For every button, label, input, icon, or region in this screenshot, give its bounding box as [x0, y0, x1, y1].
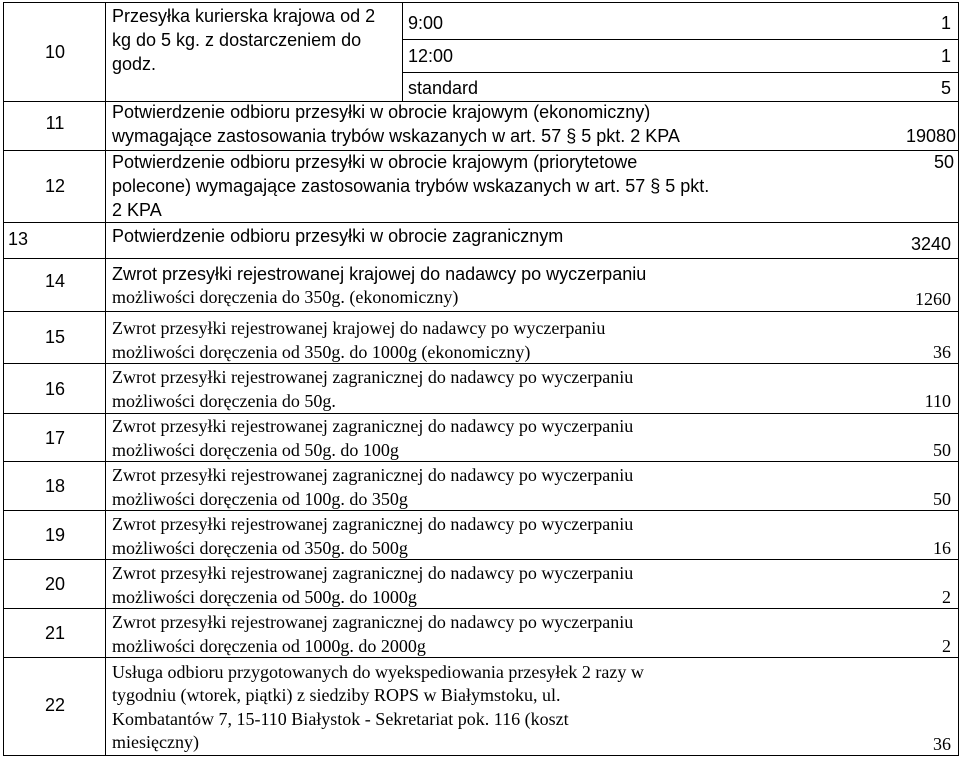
row-value: 36 [933, 342, 951, 362]
row-description: możliwości doręczenia do 350g. (ekonomiczny) [112, 287, 459, 307]
row-number: 17 [44, 428, 66, 448]
row-description: Kombatantów 7, 15-110 Białystok - Sekretariat pok. 116 (koszt [112, 709, 569, 729]
row-number: 20 [44, 574, 66, 594]
row-description: Zwrot przesyłki rejestrowanej krajowej do nadawcy po wyczerpaniu [112, 264, 647, 284]
row-value: 1 [940, 13, 951, 33]
row-number: 19 [44, 525, 66, 545]
row-description: możliwości doręczenia od 350g. do 1000g (ekonomiczny) [112, 342, 531, 362]
row-description: kg do 5 kg. z dostarczeniem do [112, 30, 362, 50]
row-description: polecone) wymagające zastosowania trybów wskazanych w art. 57 § 5 pkt. [112, 176, 710, 196]
row-number: 22 [44, 695, 66, 715]
row-value: 5 [940, 78, 951, 98]
delivery-option: 9:00 [408, 13, 444, 33]
row-value: 110 [924, 391, 951, 411]
delivery-option: standard [408, 78, 479, 98]
row-value: 3240 [910, 234, 951, 254]
row-divider [402, 39, 959, 40]
row-number: 18 [44, 476, 66, 496]
row-description: możliwości doręczenia od 500g. do 1000g [112, 587, 417, 607]
row-description: 2 KPA [112, 200, 162, 220]
row-description: tygodniu (wtorek, piątki) z siedziby ROPS w Białymstoku, ul. [112, 685, 561, 705]
row-description: miesięczny) [112, 732, 199, 752]
row-divider [402, 72, 959, 73]
row-description: Zwrot przesyłki rejestrowanej krajowej do nadawcy po wyczerpaniu [112, 318, 606, 338]
row-value: 2 [942, 636, 951, 656]
row-description: możliwości doręczenia od 50g. do 100g [112, 440, 399, 460]
row-divider [3, 258, 959, 259]
row-number: 12 [44, 176, 66, 196]
row-number: 16 [44, 379, 66, 399]
row-divider [3, 2, 959, 3]
row-description: możliwości doręczenia od 350g. do 500g [112, 538, 408, 558]
row-number: 13 [8, 229, 29, 249]
row-divider [3, 755, 959, 756]
row-divider [3, 222, 959, 223]
row-number: 21 [44, 623, 66, 643]
row-description: Zwrot przesyłki rejestrowanej zagranicznej do nadawcy po wyczerpaniu [112, 465, 634, 485]
row-description: Potwierdzenie odbioru przesyłki w obrocie zagranicznym [112, 226, 564, 246]
row-description: Przesyłka kurierska krajowa od 2 [112, 6, 376, 26]
row-description: Potwierdzenie odbioru przesyłki w obrocie krajowym (ekonomiczny) [112, 102, 651, 122]
row-value: 1 [940, 46, 951, 66]
row-description: Zwrot przesyłki rejestrowanej zagranicznej do nadawcy po wyczerpaniu [112, 612, 634, 632]
row-divider [3, 413, 959, 414]
row-description: Zwrot przesyłki rejestrowanej zagranicznej do nadawcy po wyczerpaniu [112, 367, 634, 387]
row-number: 15 [44, 327, 66, 347]
row-description: możliwości doręczenia do 50g. [112, 391, 336, 411]
row-description: godz. [112, 54, 157, 74]
row-value: 50 [933, 489, 951, 509]
row-value: 50 [933, 440, 951, 460]
row-value: 16 [933, 538, 951, 558]
row-value: 36 [933, 734, 951, 754]
row-divider [3, 311, 959, 312]
row-description: możliwości doręczenia od 1000g. do 2000g [112, 636, 426, 656]
row-description: wymagające zastosowania trybów wskazanych w art. 57 § 5 pkt. 2 KPA [112, 126, 680, 146]
row-value: 1260 [915, 289, 951, 309]
column-divider [3, 2, 4, 755]
row-description: Zwrot przesyłki rejestrowanej zagranicznej do nadawcy po wyczerpaniu [112, 416, 634, 436]
delivery-option: 12:00 [408, 46, 454, 66]
column-divider [958, 2, 959, 755]
row-value: 19080 [905, 126, 956, 146]
row-number: 11 [45, 113, 65, 133]
column-divider [402, 2, 403, 101]
row-value: 50 [933, 152, 954, 172]
column-divider [105, 2, 106, 755]
row-description: Usługa odbioru przygotowanych do wyekspediowania przesyłek 2 razy w [112, 662, 644, 682]
row-description: Zwrot przesyłki rejestrowanej zagranicznej do nadawcy po wyczerpaniu [112, 514, 634, 534]
row-description: możliwości doręczenia od 100g. do 350g [112, 489, 408, 509]
row-number: 14 [44, 271, 66, 291]
row-description: Potwierdzenie odbioru przesyłki w obrocie krajowym (priorytetowe [112, 152, 638, 172]
row-value: 2 [942, 587, 951, 607]
row-description: Zwrot przesyłki rejestrowanej zagranicznej do nadawcy po wyczerpaniu [112, 563, 634, 583]
row-number: 10 [44, 42, 66, 62]
